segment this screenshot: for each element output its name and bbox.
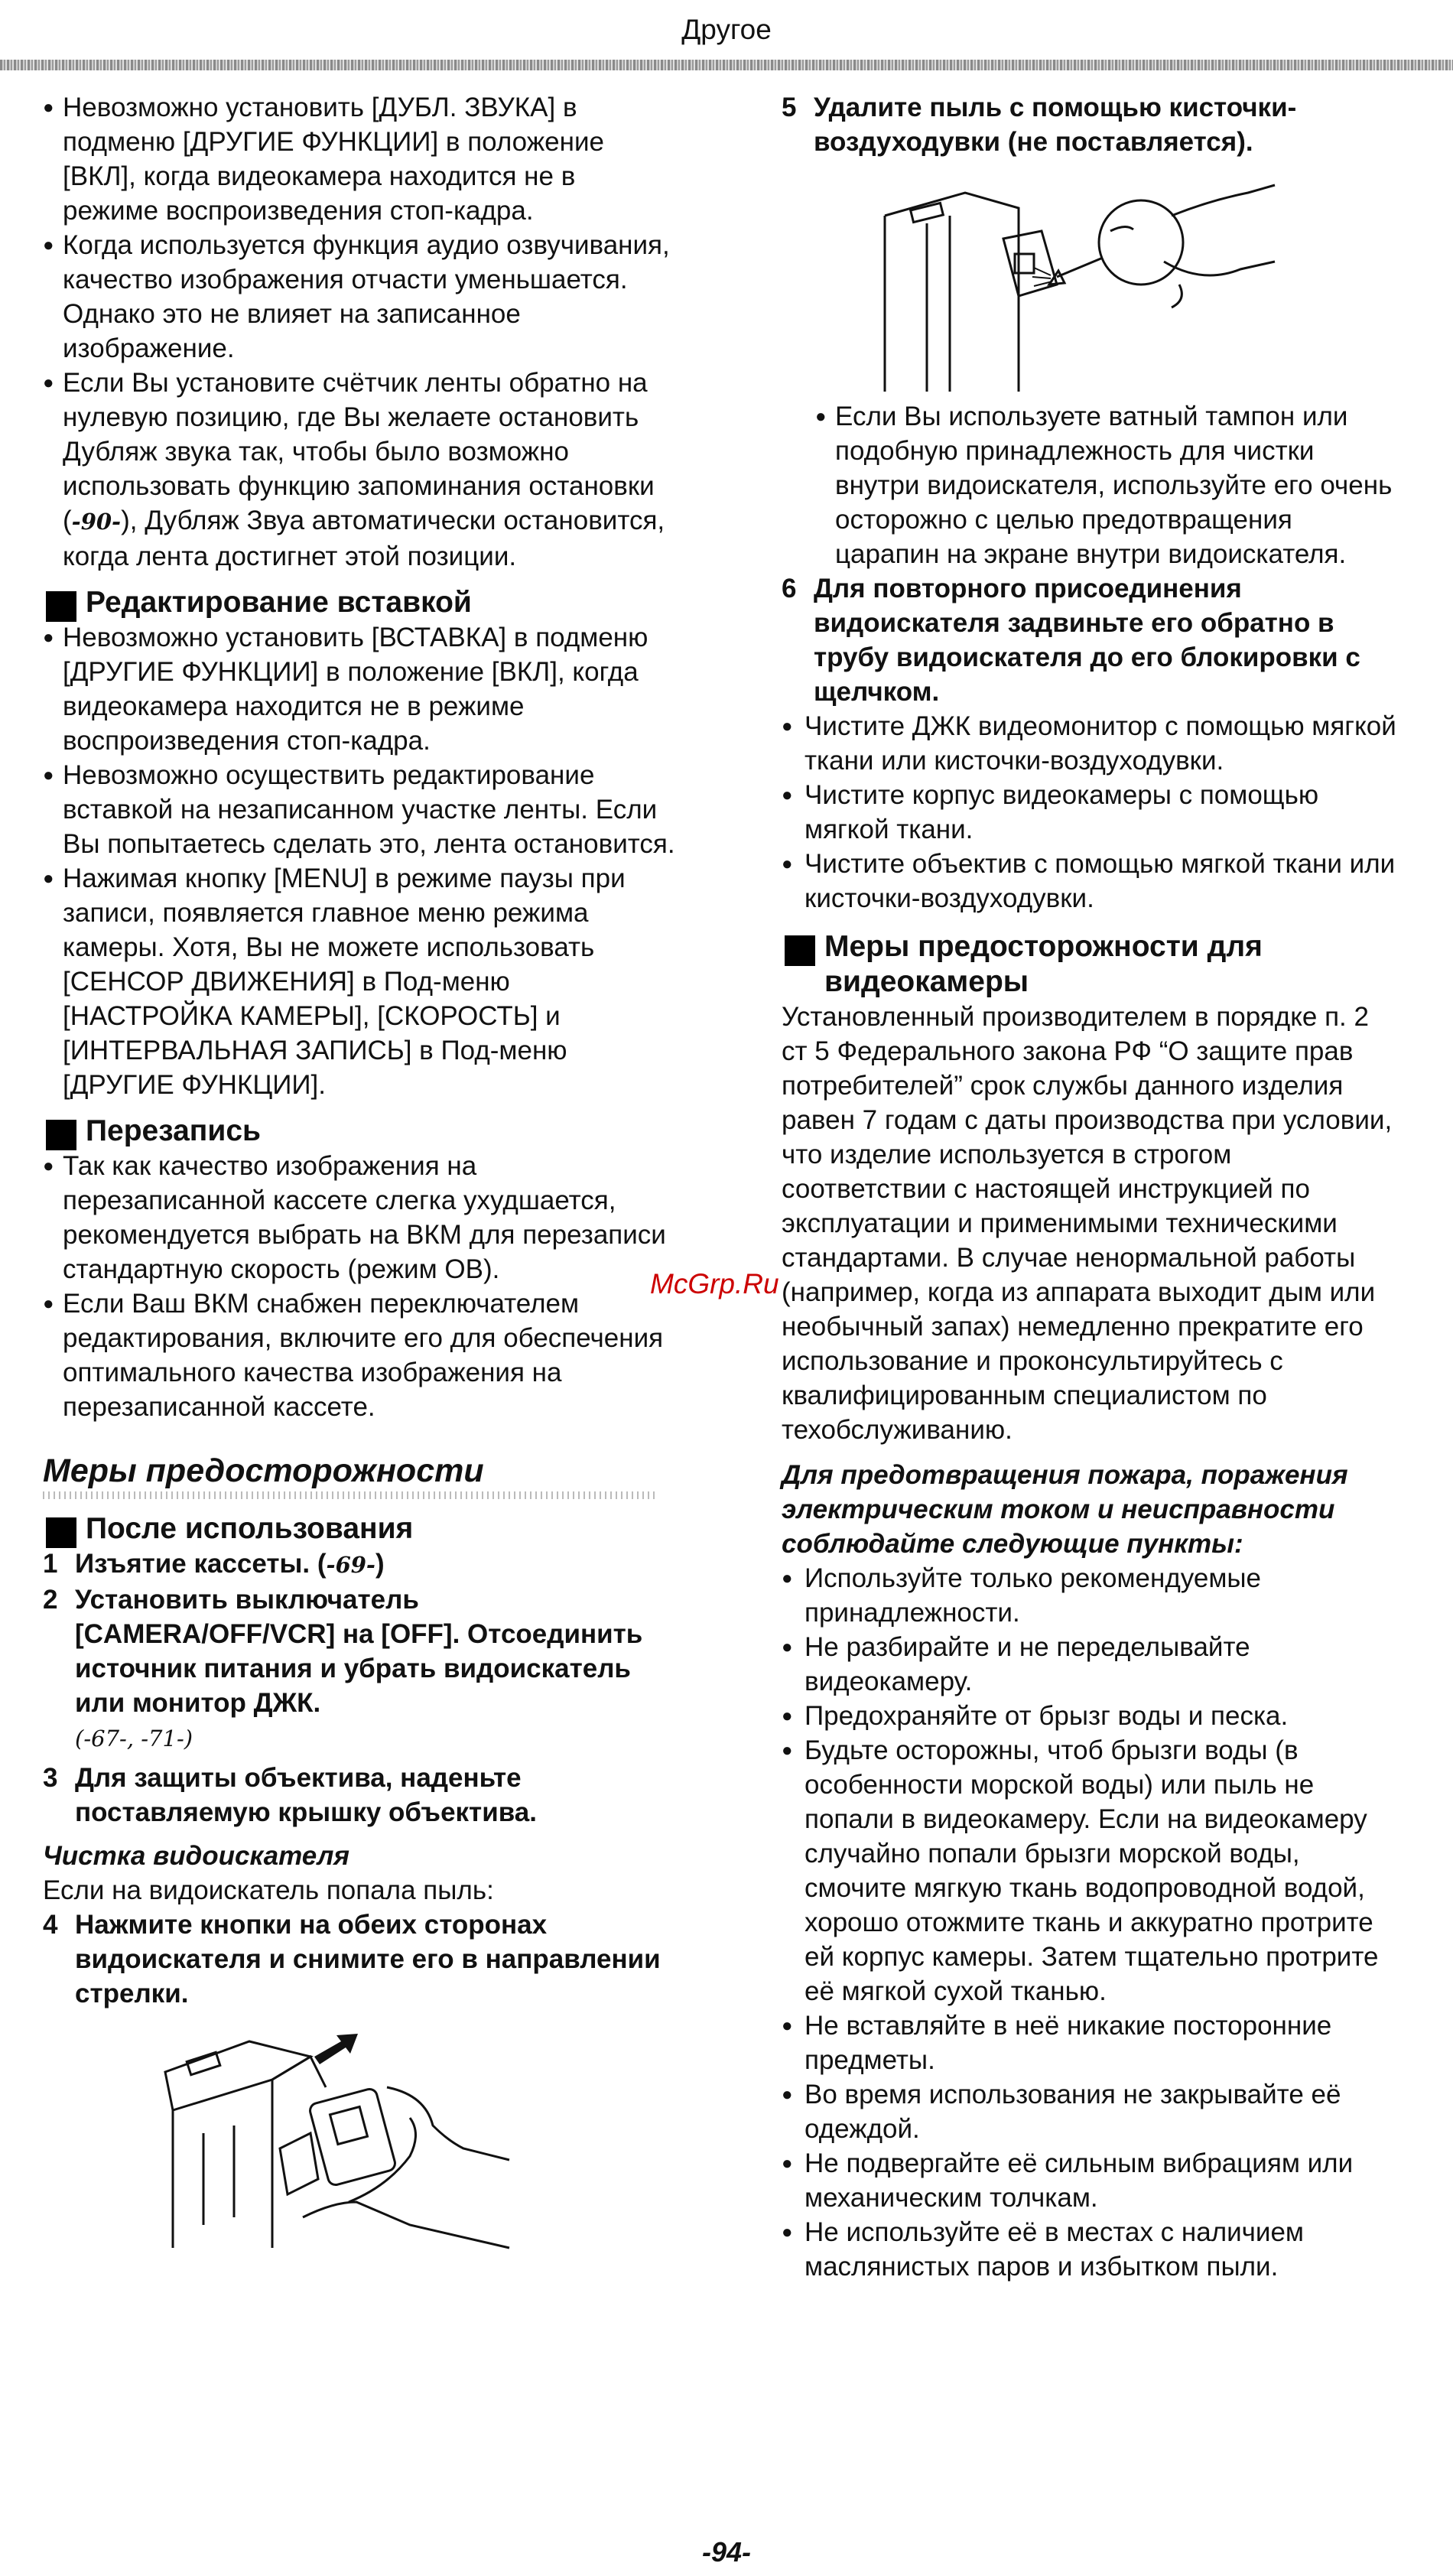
counter-text-a: Если Вы установите счётчик ленты обратно на нулевую позицию, где Вы желаете остановить Дубляж звука так, чтобы было возможно использовать функцию запоминания остановки ( [63,368,655,535]
blower-brush-illustration [881,170,1279,399]
step-2-text: Установить выключатель [CAMERA/OFF/VCR] на [OFF]. Отсоединить источник питания и убрать видоискатель или монитор ДЖК. [75,1585,643,1718]
page-ref-69: -69- [326,1552,375,1578]
bullet-audio-dub-setting: ● Невозможно установить [ДУБЛ. ЗВУКА] в подменю [ДРУГИЕ ФУНКЦИИ] в положение [ВКЛ], когда видеокамера находится не в режиме воспроизведения стоп-кадра. [43,90,678,228]
step-6-text: Для повторного присоединения видоискателя задвиньте его обратно в трубу видоискателя до его блокировки с щелчком. [814,574,1360,707]
step-4 [43,1908,678,2011]
counter-text-b: ), Дубляж Звуа автоматически остановится, когда лента достигнет этой позиции. [63,506,665,571]
section-dubbing-title: Перезапись [43,1114,678,1149]
bullet-safety-1: ● Используйте только рекомендуемые принадлежности. [782,1561,1401,1630]
step-1-number: 1 [43,1549,58,1579]
page-ref-90: -90- [71,509,122,535]
bullet-dubbing-2: ● Если Ваш ВКМ снабжен переключателем редактирования, включите его для обеспечения оптимального качества изображения на перезаписанной кассете. [43,1286,678,1424]
bullet-cotton-swab: ● Если Вы используете ватный тампон или подобную принадлежность для чистки внутри видоискателя, используйте его очень осторожно с целью предотвращения царапин на экране внутри видоискателя. [815,399,1401,571]
step-3-text: Для защиты объектива, наденьте поставляемую крышку объектива. [75,1763,537,1827]
watermark: McGrp.Ru [650,1268,779,1299]
step-4-number: 4 [43,1910,58,1940]
safety-warning: Для предотвращения пожара, поражения электрическим током и неисправности соблюдайте следующие пункты: [782,1460,1348,1559]
bullet-safety-3: ● Предохраняйте от брызг воды и песка. [782,1699,1401,1733]
viewfinder-removal-illustration [158,2026,517,2256]
precautions-title-rule [43,1491,655,1499]
step-5 [782,90,1401,159]
bullet-insert-2: ● Невозможно осуществить редактирование вставкой на незаписанном участке ленты. Если Вы попытаетесь сделать это, лента остановится. [43,758,678,861]
bullet-safety-7: ● Не подвергайте её сильным вибрациям или механическим толчкам. [782,2146,1401,2215]
viewfinder-intro: Если на видоискатель попала пыль: [43,1875,494,1905]
bullet-dubbing-1: ● Так как качество изображения на перезаписанной кассете слегка ухудшается, рекомендуется выбрать на ВКМ для перезаписи стандартную скорость (режим ОВ). [43,1149,678,1286]
page-ref-67-71: (-67-, -71-) [75,1725,193,1751]
step-3-number: 3 [43,1763,58,1793]
bullet-clean-lcd: ● Чистите ДЖК видеомонитор с помощью мягкой ткани или кисточки-воздуходувки. [782,709,1401,778]
bullet-counter-reset [43,366,678,574]
viewfinder-cleaning-title: Чистка видоискателя [43,1841,350,1871]
bullet-safety-2: ● Не разбирайте и не переделывайте видеокамеру. [782,1630,1401,1699]
bullet-insert-1: ● Невозможно установить [ВСТАВКА] в подменю [ДРУГИЕ ФУНКЦИИ] в положение [ВКЛ], когда видеокамера находится не в режиме воспроизведения стоп-кадра. [43,620,678,758]
step-1 [43,1547,678,1582]
section-insert-edit-title: Редактирование вставкой [43,585,678,620]
bullet-safety-8: ● Не используйте её в местах с наличием маслянистых паров и избытком пыли. [782,2215,1401,2284]
page-header-title: Другое [681,14,772,45]
right-column [782,90,1401,2284]
bullet-clean-body: ● Чистите корпус видеокамеры с помощью мягкой ткани. [782,778,1401,847]
step-6 [782,571,1401,709]
bullet-safety-5: ● Не вставляйте в неё никакие посторонние предметы. [782,2008,1401,2077]
step-5-text: Удалите пыль с помощью кисточки-воздуходувки (не поставляется). [814,93,1297,157]
precautions-title: Меры предосторожности [43,1452,484,1489]
bullet-safety-6: ● Во время использования не закрывайте её одеждой. [782,2077,1401,2146]
bullet-clean-lens: ● Чистите объектив с помощью мягкой ткани или кисточки-воздуходувки. [782,847,1401,916]
bullet-audio-quality: ● Когда используется функция аудио озвучивания, качество изображения отчасти уменьшается. Однако это не влияет на записанное изображение. [43,228,678,366]
step-2-number: 2 [43,1585,58,1615]
section-camera-precautions-title: Меры предосторожности для видеокамеры [782,929,1401,1000]
step-2 [43,1582,678,1756]
bullet-insert-3: ● Нажимая кнопку [MENU] в режиме паузы при записи, появляется главное меню режима камеры. Хотя, Вы не можете использовать [СЕНСОР ДВИЖЕНИЯ] в Под-меню [НАСТРОЙКА КАМЕРЫ], [СКОРОСТЬ] и [ИНТЕРВАЛЬНАЯ ЗАПИСЬ] в Под-меню [ДРУГИЕ ФУНКЦИИ]. [43,861,678,1102]
step-5-number: 5 [782,93,797,122]
header-rule [0,60,1453,70]
section-after-use-title: После использования [43,1511,678,1547]
left-column [43,90,678,2256]
page-number: -94- [701,2536,752,2568]
step-4-text: Нажмите кнопки на обеих сторонах видоискателя и снимите его в направлении стрелки. [75,1910,661,2008]
bullet-safety-4: ● Будьте осторожны, чтоб брызги воды (в особенности морской воды) или пыль не попали в видеокамеру. Если на видеокамеру случайно попали брызги морской воды, смочите мягкую ткань водопроводной водой, хорошо отожмите ткань и аккуратно протрите ей корпус камеры. Затем тщательно протрите её мягкой сухой тканью. [782,1733,1401,2008]
step-1-text: Изъятие кассеты. ( [75,1549,327,1579]
step-1-close: ) [375,1549,385,1579]
step-3 [43,1761,678,1830]
camera-precautions-body: Установленный производителем в порядке п. 2 ст 5 Федерального закона РФ “О защите прав потребителей” срок службы данного изделия равен 7 годам с даты производства при условии, что изделие используется в строгом соответствии с настоящей инструкцией по эксплуатации и применимыми техническими стандартами. В случае ненормальной работы (например, когда из аппарата выходит дым или необычный запах) немедленно прекратите его использование и проконсультируйтесь с квалифицированным специалистом по техобслуживанию. [782,1002,1393,1445]
step-6-number: 6 [782,574,797,603]
